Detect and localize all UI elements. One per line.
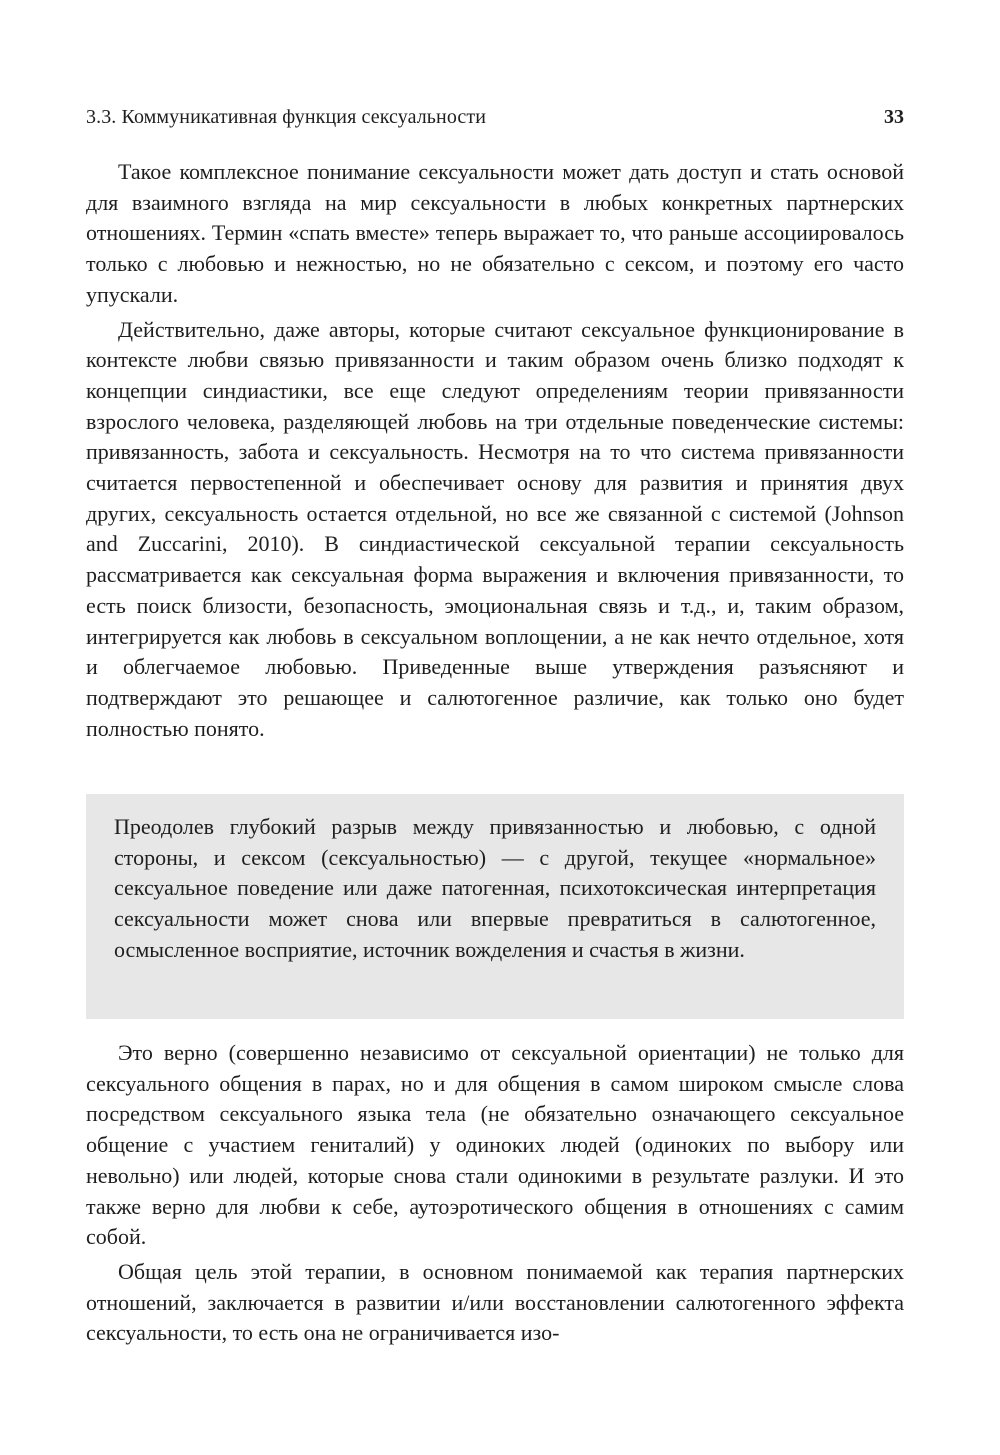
section-title: 3.3. Коммуникативная функция сексуальности bbox=[86, 106, 487, 128]
page-number: 33 bbox=[884, 106, 904, 128]
running-head bbox=[86, 100, 904, 134]
body-text-bottom bbox=[86, 1038, 904, 1349]
paragraph: Действительно, даже авторы, которые считают сексуальное функционирование в контексте любви связью привязанности и таким образом очень близко подходят к концепции синдиастики, все еще следуют определениям теории привязанности взрослого человека, разделяющей любовь на три отдельные поведенческие системы: привязанность, забота и сексуальность. Несмотря на то что система привязанности считается первостепенной и обеспечивает основу для развития и принятия двух других, сексуальность остается отдельной, но все же связанной с системой (Johnson and Zuccarini, 2010). В синдиастической сексуальной терапии сексуальность рассматривается как сексуальная форма выражения и включения привязанности, то есть поиск близости, безопасность, эмоциональная связь и т.д., и, таким образом, интегрируется как любовь в сексуальном воплощении, а не как нечто отдельное, хотя и облегчаемое любовью. Приведенные выше утверждения разъясняют и подтверждают это решающее и салютогенное различие, как только оно будет полностью понято. bbox=[86, 316, 904, 741]
highlight-box bbox=[86, 794, 904, 1019]
paragraph: Это верно (совершенно независимо от сексуальной ориентации) не только для сексуального общения в парах, но и для общения в самом широком смысле слова посредством сексуального языка тела (не обязательно означающего сексуальное общение с участием гениталий) у одиноких людей (одиноких по выбору или невольно) или людей, которые снова стали одинокими в результате разлуки. И это также верно для любви к себе, аутоэротического общения в отношениях с самим собой. bbox=[86, 1040, 904, 1250]
body-text-top bbox=[86, 157, 904, 744]
paragraph: Общая цель этой терапии, в основном понимаемой как терапия партнерских отношений, заключается в развитии и/или восстановлении салютогенного эффекта сексуальности, то есть она не ограничивается изо- bbox=[86, 1258, 904, 1346]
highlight-text: Преодолев глубокий разрыв между привязанностью и любовью, с одной стороны, и сексом (сексуальностью) — с другой, текущее «нормальное» сексуальное поведение или даже патогенная, психотоксическая интерпретация сексуальности может снова или впервые превратиться в салютогенное, осмысленное восприятие, источник вожделения и счастья в жизни. bbox=[114, 814, 876, 962]
paragraph: Такое комплексное понимание сексуальности может дать доступ и стать основой для взаимного взгляда на мир сексуальности в любых конкретных партнерских отношениях. Термин «спать вместе» теперь выражает то, что раньше ассоциировалось только с любовью и нежностью, но не обязательно с сексом, и поэтому его часто упускали. bbox=[86, 159, 904, 307]
